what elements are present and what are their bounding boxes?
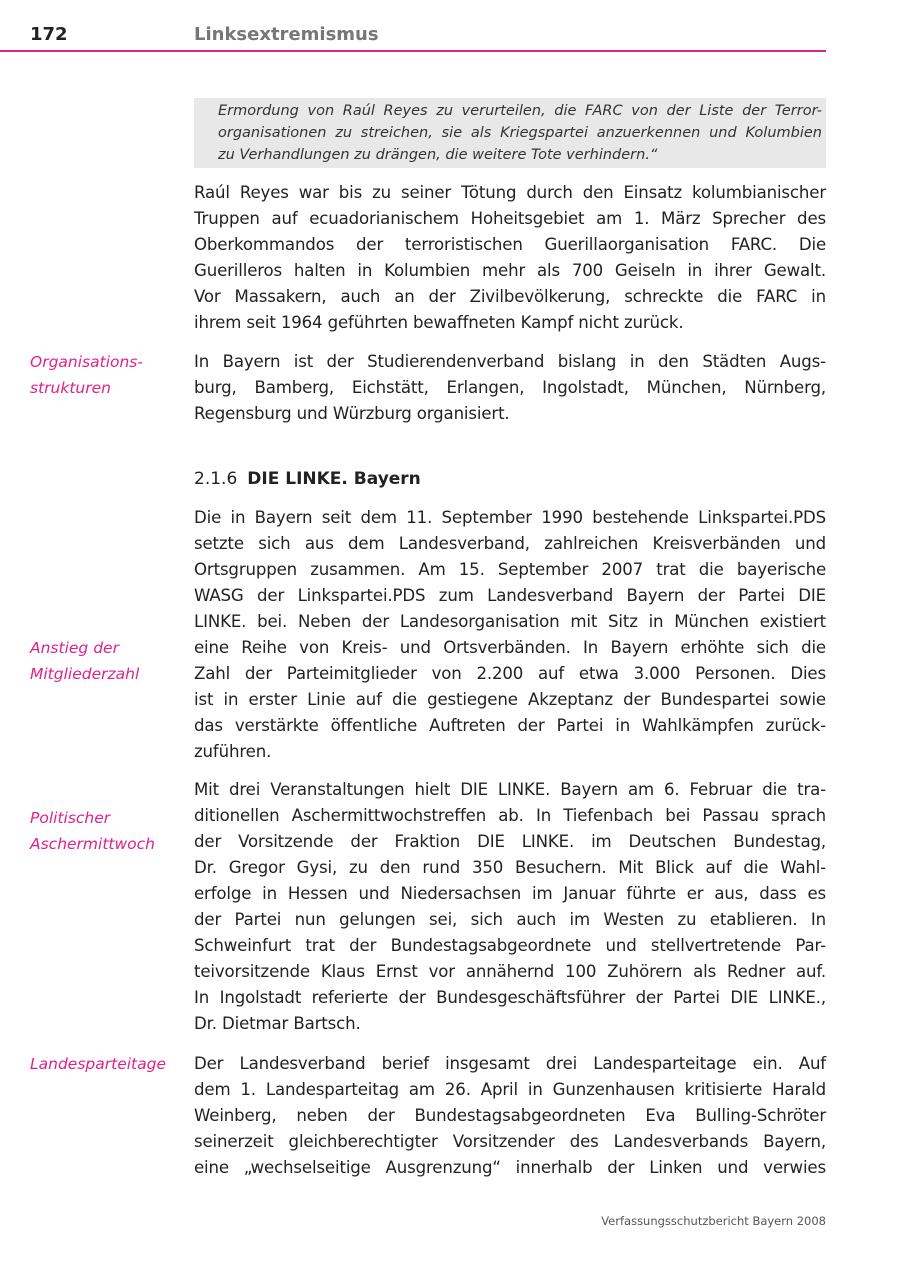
margin-note-line: Politischer [30,809,111,827]
paragraph-line: Truppen auf ecuadorianischem Hoheitsgebiet am 1. März Sprecher des [194,209,826,228]
paragraph-line: In Ingolstadt referierte der Bundesgeschäftsführer der Partei DIE LINKE., [194,988,826,1007]
quote-line: Ermordung von Raúl Reyes zu verurteilen, die FARC von der Liste der Terror- [218,103,822,119]
paragraph-line: der Partei nun gelungen sei, sich auch im Westen zu etablieren. In [194,910,826,929]
paragraph-line: der Vorsitzende der Fraktion DIE LINKE. im Deutschen Bundestag, [194,832,826,851]
quote-box [194,98,826,168]
paragraph-line: Mit drei Veranstaltungen hielt DIE LINKE. Bayern am 6. Februar die tra- [194,780,826,799]
paragraph-line: Ortsgruppen zusammen. Am 15. September 2007 trat die bayerische [194,560,826,579]
paragraph-line: eine „wechselseitige Ausgrenzung“ innerhalb der Linken und verwies [194,1158,826,1177]
paragraph-line: ditionellen Aschermittwochstreffen ab. In Tiefenbach bei Passau sprach [194,806,826,825]
paragraph-line: In Bayern ist der Studierendenverband bislang in den Städten Augs- [194,352,826,371]
paragraph-line: Weinberg, neben der Bundestagsabgeordneten Eva Bulling-Schröter [194,1106,826,1125]
paragraph [194,349,826,427]
paragraph [194,777,826,1037]
section-number: 2.1.6 [194,469,238,489]
paragraph-line: Zahl der Parteimitglieder von 2.200 auf etwa 3.000 Personen. Dies [194,664,826,683]
paragraph-line: dem 1. Landesparteitag am 26. April in Gunzenhausen kritisierte Harald [194,1080,826,1099]
paragraph-line: Der Landesverband berief insgesamt drei Landesparteitage ein. Auf [194,1054,826,1073]
paragraph-line: teivorsitzende Klaus Ernst vor annähernd 100 Zuhörern als Redner auf. [194,962,826,981]
margin-note-line: strukturen [30,379,111,397]
page-number: 172 [30,24,68,45]
margin-note-organisationsstrukturen [30,349,143,401]
paragraph-line: Oberkommandos der terroristischen Guerillaorganisation FARC. Die [194,235,826,254]
margin-note-line: Anstieg der [30,639,119,657]
paragraph-line: ihrem seit 1964 geführten bewaffneten Kampf nicht zurück. [194,313,684,332]
margin-note-aschermittwoch [30,805,155,857]
paragraph-line: ist in erster Linie auf die gestiegene Akzeptanz der Bundespartei sowie [194,690,826,709]
paragraph-line: Vor Massakern, auch an der Zivilbevölkerung, schreckte die FARC in [194,287,826,306]
paragraph [194,1051,826,1181]
margin-note-mitgliederzahl [30,635,139,687]
paragraph-line: Schweinfurt trat der Bundestagsabgeordnete und stellvertretende Par- [194,936,826,955]
paragraph-line: Raúl Reyes war bis zu seiner Tötung durch den Einsatz kolumbianischer [194,183,826,202]
quote-line: organisationen zu streichen, sie als Kriegspartei anzuerkennen und Kolumbien [218,125,822,141]
margin-note-landesparteitage [30,1051,166,1077]
page-footer: Verfassungsschutzbericht Bayern 2008 [601,1214,826,1228]
paragraph [194,505,826,765]
paragraph-line: setzte sich aus dem Landesverband, zahlreichen Kreisverbänden und [194,534,826,553]
paragraph-line: Regensburg und Würzburg organisiert. [194,404,510,423]
paragraph-line: WASG der Linkspartei.PDS zum Landesverband Bayern der Partei DIE [194,586,826,605]
paragraph-line: seinerzeit gleichberechtigter Vorsitzender des Landesverbands Bayern, [194,1132,826,1151]
margin-note-line: Landesparteitage [30,1055,166,1073]
margin-note-line: Aschermittwoch [30,835,155,853]
margin-note-line: Organisations- [30,353,143,371]
paragraph-line: zuführen. [194,742,272,761]
paragraph-line: eine Reihe von Kreis- und Ortsverbänden. In Bayern erhöhte sich die [194,638,826,657]
paragraph-line: Dr. Dietmar Bartsch. [194,1014,361,1033]
paragraph-line: Die in Bayern seit dem 11. September 1990 bestehende Linkspartei.PDS [194,508,826,527]
paragraph-line: Dr. Gregor Gysi, zu den rund 350 Besuchern. Mit Blick auf die Wahl- [194,858,826,877]
margin-note-line: Mitgliederzahl [30,665,140,683]
paragraph-line: burg, Bamberg, Eichstätt, Erlangen, Ingolstadt, München, Nürnberg, [194,378,826,397]
paragraph-line: das verstärkte öffentliche Auftreten der Partei in Wahlkämpfen zurück- [194,716,826,735]
section-title: DIE LINKE. Bayern [247,469,421,489]
paragraph [194,180,826,336]
quote-line: zu Verhandlungen zu drängen, die weitere Tote verhindern.“ [218,147,658,163]
section-heading [194,466,421,492]
paragraph-line: Guerilleros halten in Kolumbien mehr als 700 Geiseln in ihrer Gewalt. [194,261,826,280]
header-rule [0,50,826,52]
paragraph-line: LINKE. bei. Neben der Landesorganisation mit Sitz in München existiert [194,612,826,631]
running-header-title: Linksextremismus [194,24,379,45]
paragraph-line: erfolge in Hessen und Niedersachsen im Januar führte er aus, dass es [194,884,826,903]
